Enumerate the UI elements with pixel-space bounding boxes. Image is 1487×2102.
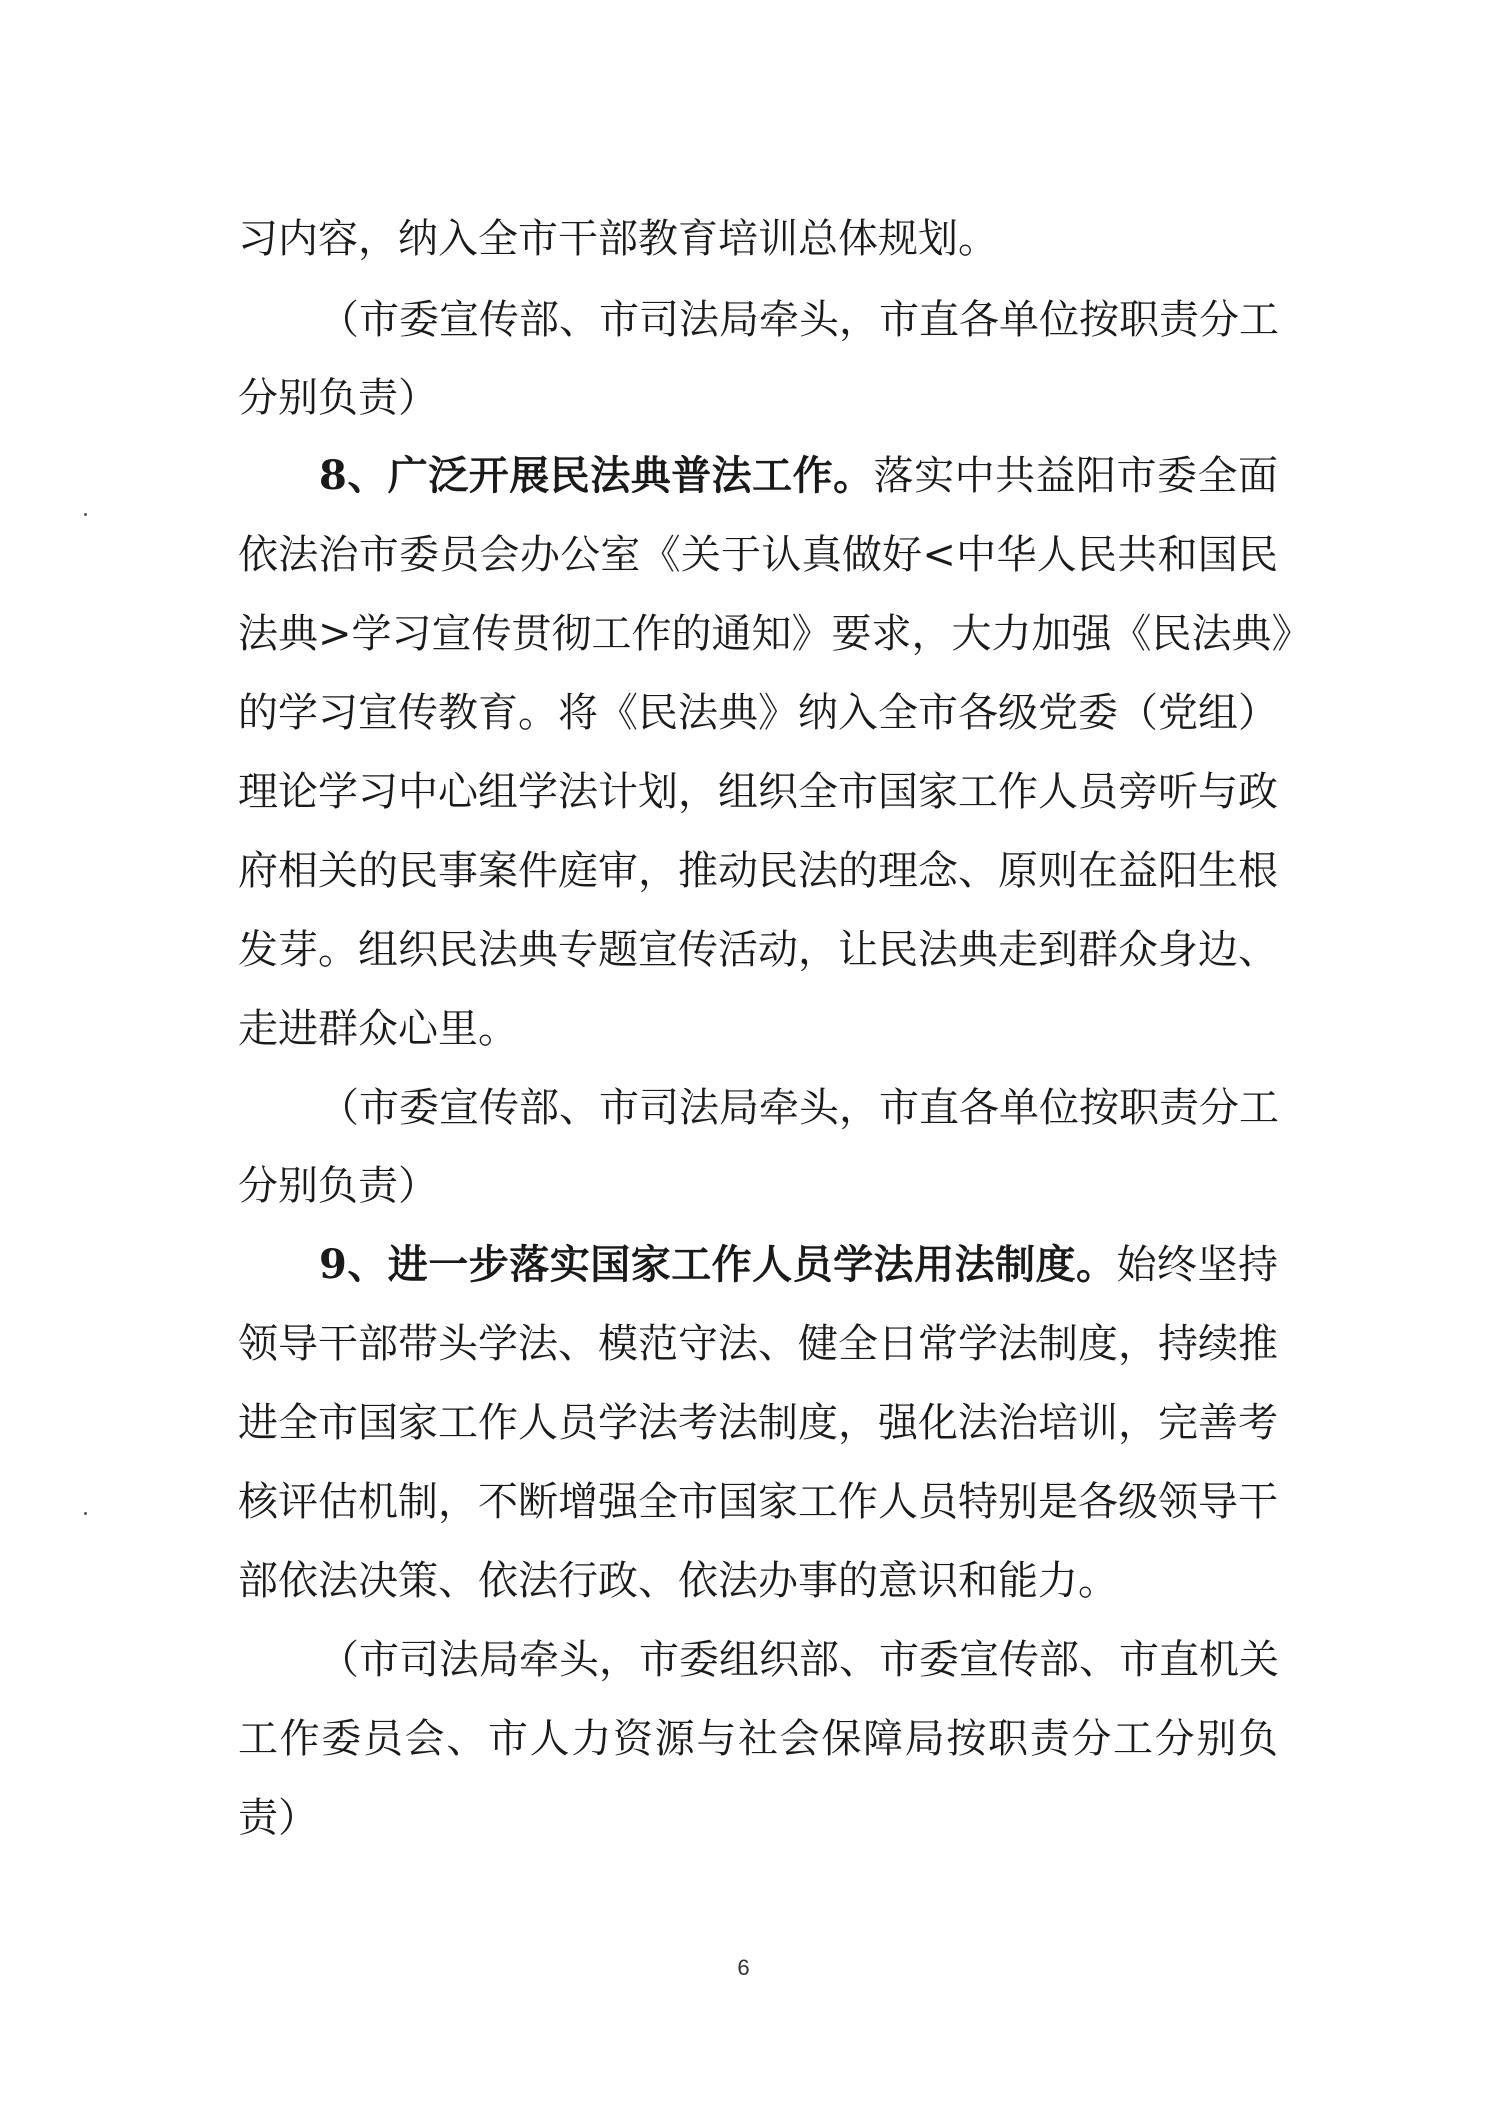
scan-margin-mark — [84, 1512, 87, 1515]
responsibility-note-end: 责） — [238, 1795, 318, 1841]
section-8-heading: 8、广泛开展民法典普法工作。 — [319, 452, 874, 499]
scan-margin-mark — [84, 513, 87, 516]
text-line: 习内容，纳入全市干部教育培训总体规划。 — [238, 216, 998, 262]
text-line: 理论学习中心组学法计划，组织全市国家工作人员旁听与政 — [238, 769, 1278, 815]
section-8-text-start: 落实中共益阳市委全面 — [873, 453, 1278, 499]
text-line: 府相关的民事案件庭审，推动民法的理念、原则在益阳生根 — [238, 848, 1278, 894]
text-line: 进全市国家工作人员学法考法制度，强化法治培训，完善考 — [238, 1400, 1278, 1446]
page-number: 6 — [737, 1955, 750, 1980]
text-line: 领导干部带头学法、模范守法、健全日常学法制度，持续推 — [238, 1321, 1278, 1367]
text-line: 核评估机制，不断增强全市国家工作人员特别是各级领导干 — [238, 1479, 1278, 1525]
responsibility-note: （市司法局牵头，市委组织部、市委宣传部、市直机关 — [319, 1637, 1279, 1683]
responsibility-note-cont: 分别负责） — [238, 1163, 438, 1209]
text-line: 走进群众心里。 — [238, 1006, 518, 1052]
text-line: 法典>学习宣传贯彻工作的通知》要求，大力加强《民法典》 — [238, 611, 1312, 657]
section-9-heading: 9、进一步落实国家工作人员学法用法制度。 — [319, 1241, 1117, 1288]
responsibility-note: （市委宣传部、市司法局牵头，市直各单位按职责分工 — [319, 297, 1279, 343]
text-line: 的学习宣传教育。将《民法典》纳入全市各级党委（党组） — [238, 690, 1278, 736]
section-9-text-start: 始终坚持 — [1116, 1242, 1279, 1288]
text-line: 发芽。组织民法典专题宣传活动，让民法典走到群众身边、 — [238, 927, 1278, 973]
section-9-heading-line — [319, 1230, 1278, 1300]
text-line: 依法治市委员会办公室《关于认真做好<中华人民共和国民 — [238, 532, 1278, 578]
responsibility-note: （市委宣传部、市司法局牵头，市直各单位按职责分工 — [319, 1085, 1279, 1131]
text-line: 部依法决策、依法行政、依法办事的意识和能力。 — [238, 1558, 1118, 1604]
section-8-heading-line — [319, 441, 1278, 511]
responsibility-note-cont: 分别负责） — [238, 375, 438, 421]
responsibility-note-cont: 工作委员会、市人力资源与社会保障局按职责分工分别负 — [238, 1716, 1278, 1762]
